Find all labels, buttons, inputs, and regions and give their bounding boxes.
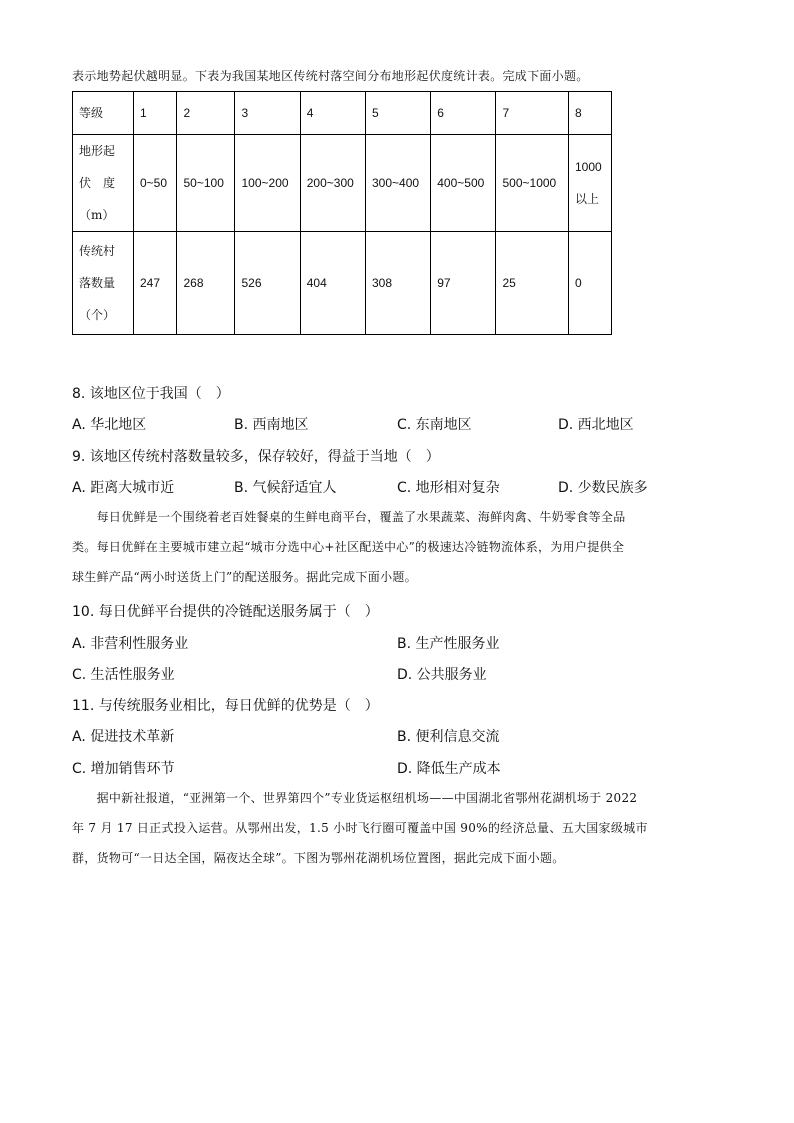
option-d[interactable]: D. 西北地区 — [558, 417, 634, 433]
passage-line: 每日优鲜是一个围绕着老百姓餐桌的生鲜电商平台，覆盖了水果蔬菜、海鲜肉禽、牛奶零食等全品 — [72, 510, 626, 524]
option-a[interactable]: A. 华北地区 — [72, 417, 147, 433]
passage-fresh-ecommerce — [72, 502, 722, 592]
option-a[interactable]: A. 距离大城市近 — [72, 480, 175, 496]
relief-cell: 500~1000 — [496, 135, 569, 232]
option-d[interactable]: D. 少数民族多 — [558, 480, 648, 496]
count-cell: 0 — [569, 232, 612, 335]
option-c[interactable]: C. 东南地区 — [397, 417, 472, 433]
count-cell: 308 — [365, 232, 430, 335]
option-a[interactable]: A. 促进技术革新 — [72, 729, 175, 745]
grade-cell: 5 — [365, 92, 430, 135]
option-b[interactable]: B. 生产性服务业 — [397, 636, 500, 652]
row-header-line: 地形起 — [79, 144, 116, 158]
passage-line: 群，货物可“一日达全国，隔夜达全球”。下图为鄂州花湖机场位置图，据此完成下面小题。 — [72, 851, 565, 865]
option-c[interactable]: C. 地形相对复杂 — [397, 480, 500, 496]
option-b[interactable]: B. 便利信息交流 — [397, 729, 500, 745]
row-header-line: 传统村 — [79, 244, 116, 258]
passage-line: 年 7 月 17 日正式投入运营。从鄂州出发，1.5 小时飞行圈可覆盖中国 90%的经济总量、五大国家级城市 — [72, 821, 648, 835]
intro-text: 表示地势起伏越明显。下表为我国某地区传统村落空间分布地形起伏度统计表。完成下面小题。 — [72, 69, 589, 83]
relief-cell: 200~300 — [300, 135, 365, 232]
option-d[interactable]: D. 公共服务业 — [397, 667, 487, 683]
table-row-relief — [73, 135, 612, 232]
passage-ezhou-airport — [72, 783, 722, 873]
grade-cell: 8 — [569, 92, 612, 135]
row-header-line: （m） — [79, 208, 115, 222]
count-cell: 526 — [235, 232, 300, 335]
relief-cell: 50~100 — [177, 135, 235, 232]
count-cell: 268 — [177, 232, 235, 335]
relief-cell: 400~500 — [431, 135, 496, 232]
count-cell: 404 — [300, 232, 365, 335]
row-header-count — [73, 232, 134, 335]
grade-cell: 2 — [177, 92, 235, 135]
relief-cell: 0~50 — [134, 135, 177, 232]
grade-cell: 1 — [134, 92, 177, 135]
option-b[interactable]: B. 气候舒适宜人 — [234, 480, 337, 496]
passage-line: 据中新社报道，“亚洲第一个、世界第四个”专业货运枢纽机场——中国湖北省鄂州花湖机场于 2022 — [72, 791, 638, 805]
row-header-grade: 等级 — [73, 92, 134, 135]
count-cell: 247 — [134, 232, 177, 335]
row-header-line: 落数量 — [79, 276, 116, 290]
table-row-grade — [73, 92, 612, 135]
question-9-stem: 9. 该地区传统村落数量较多，保存较好，得益于当地（ ） — [72, 449, 440, 465]
relief-cell: 100~200 — [235, 135, 300, 232]
passage-line: 类。每日优鲜在主要城市建立起“城市分选中心+社区配送中心”的极速达冷链物流体系，为用户提供全 — [72, 540, 625, 554]
grade-cell: 7 — [496, 92, 569, 135]
option-d[interactable]: D. 降低生产成本 — [397, 761, 501, 777]
passage-line: 球生鲜产品“两小时送货上门”的配送服务。据此完成下面小题。 — [72, 570, 417, 584]
option-a[interactable]: A. 非营利性服务业 — [72, 636, 189, 652]
option-c[interactable]: C. 增加销售环节 — [72, 761, 175, 777]
option-c[interactable]: C. 生活性服务业 — [72, 667, 175, 683]
count-cell: 25 — [496, 232, 569, 335]
question-11-stem: 11. 与传统服务业相比，每日优鲜的优势是（ ） — [72, 698, 379, 714]
terrain-relief-table — [72, 91, 612, 335]
relief-cell: 1000以上 — [569, 135, 612, 232]
grade-cell: 3 — [235, 92, 300, 135]
grade-cell: 4 — [300, 92, 365, 135]
table-row-count — [73, 232, 612, 335]
row-header-line: 伏 度 — [79, 176, 116, 190]
grade-cell: 6 — [431, 92, 496, 135]
relief-cell: 300~400 — [365, 135, 430, 232]
row-header-line: （个） — [79, 308, 116, 322]
row-header-relief — [73, 135, 134, 232]
question-8-stem: 8. 该地区位于我国（ ） — [72, 386, 230, 402]
count-cell: 97 — [431, 232, 496, 335]
option-b[interactable]: B. 西南地区 — [234, 417, 309, 433]
question-10-stem: 10. 每日优鲜平台提供的冷链配送服务属于（ ） — [72, 604, 379, 620]
